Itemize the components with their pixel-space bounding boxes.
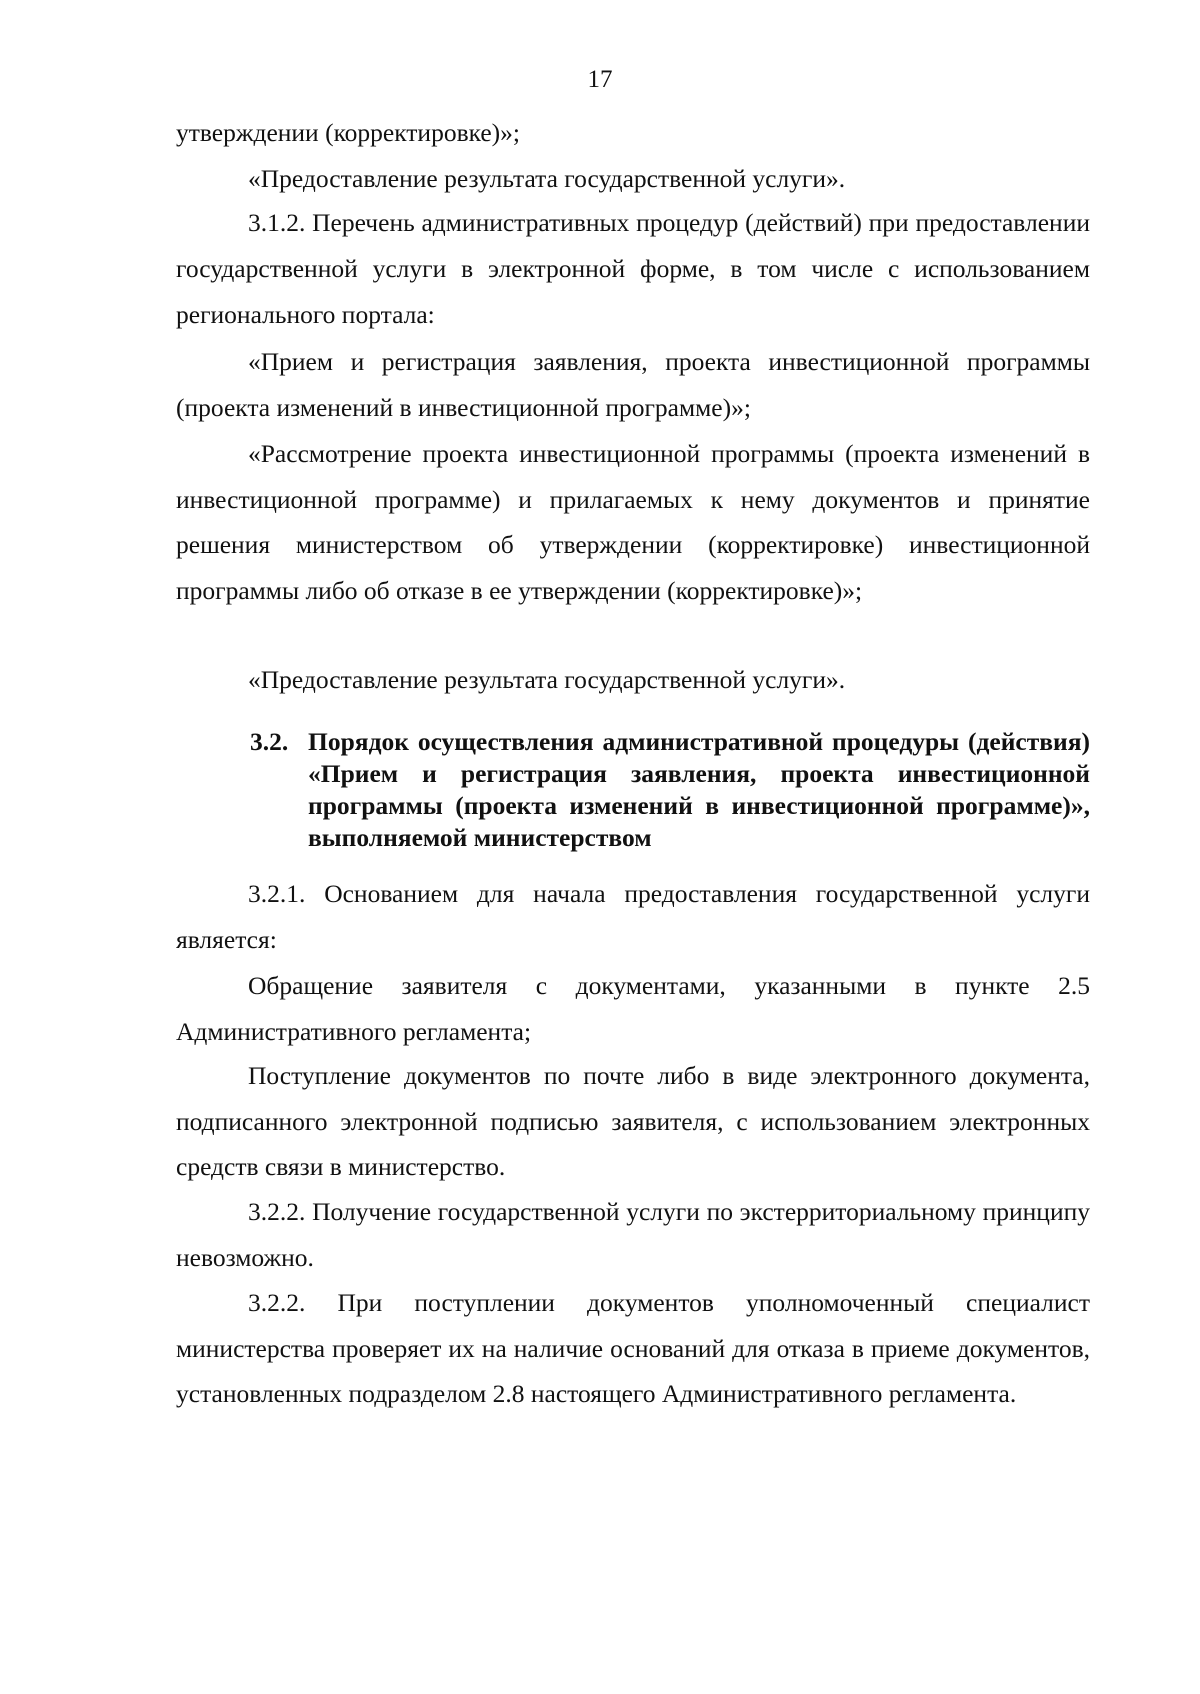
paragraph: «Прием и регистрация заявления, проекта инвестиционной программы (проекта изменений в инвестиционной программе)»;: [176, 347, 1090, 422]
paragraph-block: [176, 878, 1090, 963]
paragraph-block: [176, 1196, 1090, 1281]
paragraph-block: [176, 346, 1090, 431]
paragraph-block: [176, 970, 1090, 1055]
paragraph-3-2-1: 3.2.1. Основанием для начала предоставления государственной услуги является:: [176, 879, 1090, 954]
paragraph: «Рассмотрение проекта инвестиционной программы (проекта изменений в инвестиционной программе) и прилагаемых к нему документов и принятие решения министерством об утверждении (корректировке) инвестиционной программы либо об отказе в ее утверждении (корректировке)»;: [176, 439, 1090, 605]
page-number: 17: [587, 66, 613, 93]
paragraph-block: [176, 438, 1090, 613]
paragraph-continuation: [176, 117, 1090, 149]
paragraph-block: [176, 1060, 1090, 1190]
paragraph: утверждении (корректировке)»;: [176, 118, 521, 147]
paragraph: «Предоставление результата государственной услуги».: [248, 665, 846, 694]
section-number: 3.2.: [250, 727, 289, 756]
paragraph-block: [176, 1287, 1090, 1417]
paragraph: «Предоставление результата государственной услуги».: [248, 164, 846, 193]
paragraph-block: [176, 163, 1090, 195]
paragraph-3-1-2: 3.1.2. Перечень административных процедур (действий) при предоставлении государственной услуги в электронной форме, в том числе с использованием регионального портала:: [176, 208, 1090, 329]
paragraph-3-2-2-second: 3.2.2. При поступлении документов уполномоченный специалист министерства проверяет их на наличие оснований для отказа в приеме документов, установленных подразделом 2.8 настоящего Административного регламента.: [176, 1288, 1090, 1408]
section-heading: [250, 726, 1090, 854]
paragraph-block: [176, 207, 1090, 338]
paragraph-3-2-2: 3.2.2. Получение государственной услуги по экстерриториальному принципу невозможно.: [176, 1197, 1090, 1272]
paragraph-block: [176, 664, 1090, 696]
paragraph: Поступление документов по почте либо в виде электронного документа, подписанного электронной подписью заявителя, с использованием электронных средств связи в министерство.: [176, 1061, 1090, 1181]
section-title: Порядок осуществления административной процедуры (действия) «Прием и регистрация заявления, проекта инвестиционной программы (проекта изменений в инвестиционной программе)», выполняемой министерством: [308, 727, 1090, 852]
paragraph: Обращение заявителя с документами, указанными в пункте 2.5 Административного регламента;: [176, 971, 1090, 1046]
